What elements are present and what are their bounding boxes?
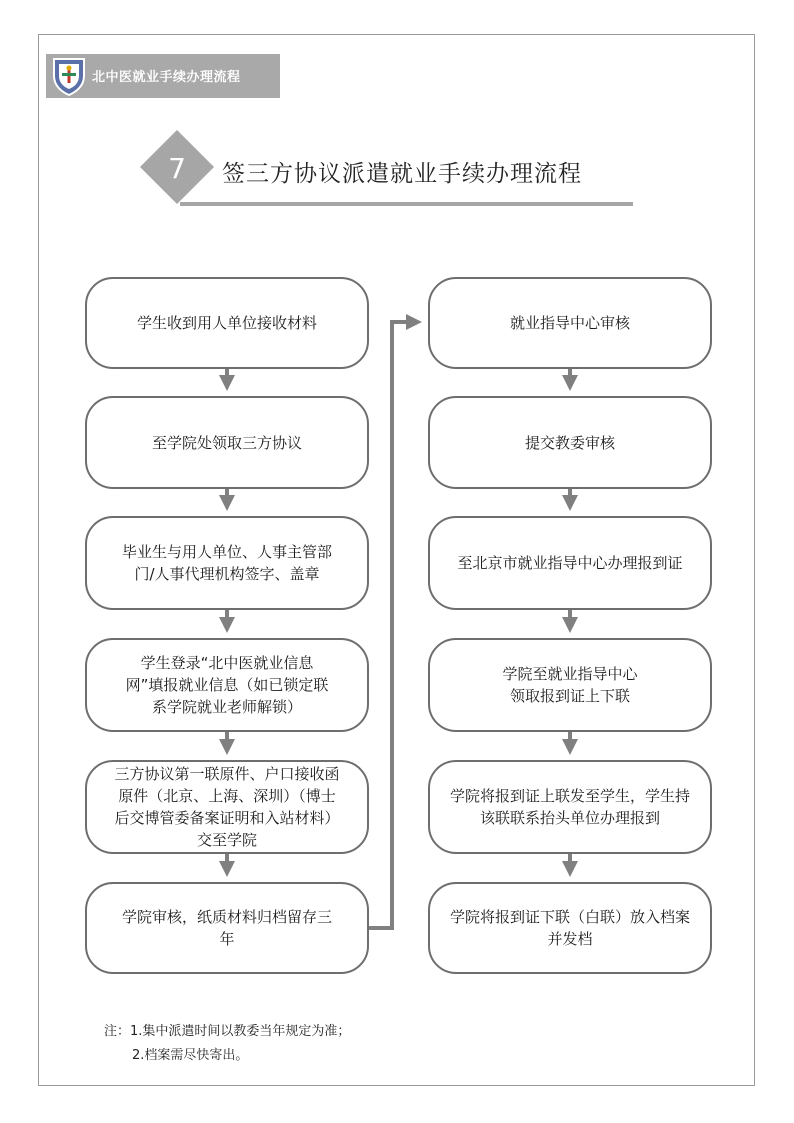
right-step-6: 学院将报到证下联（白联）放入档案 并发档 <box>428 882 712 974</box>
footnote <box>104 1020 350 1068</box>
arrow-cross-column <box>369 322 414 928</box>
right-step-1: 就业指导中心审核 <box>428 277 712 369</box>
right-step-4: 学院至就业指导中心 领取报到证上下联 <box>428 638 712 732</box>
right-step-3: 至北京市就业指导中心办理报到证 <box>428 516 712 610</box>
brand-title: 北中医就业手续办理流程 <box>92 70 241 85</box>
left-step-3: 毕业生与用人单位、人事主管部 门/人事代理机构签字、盖章 <box>85 516 369 610</box>
right-step-5: 学院将报到证上联发至学生，学生持 该联联系抬头单位办理报到 <box>428 760 712 854</box>
footnote-line-1: 注：1.集中派遣时间以教委当年规定为准； <box>104 1024 351 1039</box>
left-step-2: 至学院处领取三方协议 <box>85 396 369 489</box>
left-step-6: 学院审核，纸质材料归档留存三 年 <box>85 882 369 974</box>
footnote-line-2: 2.档案需尽快寄出。 <box>132 1048 249 1063</box>
left-step-1: 学生收到用人单位接收材料 <box>85 277 369 369</box>
left-step-5: 三方协议第一联原件、户口接收函 原件（北京、上海、深圳）（博士 后交博管委备案证明和入站材料） 交至学院 <box>85 760 369 854</box>
page-title: 签三方协议派遣就业手续办理流程 <box>222 161 582 187</box>
left-step-4: 学生登录“北中医就业信息 网”填报就业信息（如已锁定联 系学院就业老师解锁） <box>85 638 369 732</box>
right-step-2: 提交教委审核 <box>428 396 712 489</box>
section-number: 7 <box>168 152 186 185</box>
